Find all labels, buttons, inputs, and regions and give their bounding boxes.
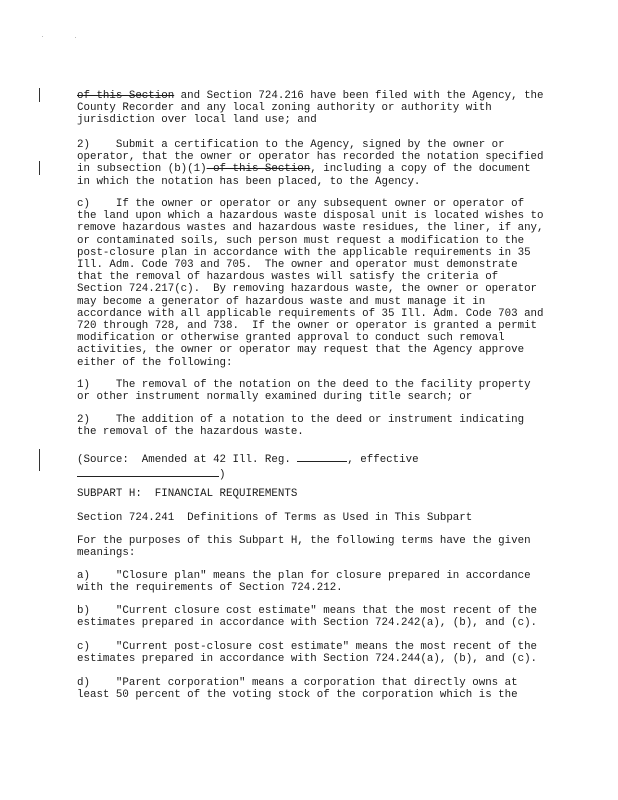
effective-date-blank: [77, 466, 219, 477]
revision-bar: [39, 161, 40, 175]
reg-number-blank: [297, 451, 347, 462]
source-note: (Source: Amended at 42 Ill. Reg. , effective ): [77, 451, 547, 481]
paragraph-item-2b: 2) The addition of a notation to the deed or instrument indicating the removal of the hazardous waste.: [77, 414, 525, 439]
paragraph-continuation: of this Section and Section 724.216 have been filed with the Agency, the County Recorder and any local zoning authority or authority with jurisdiction over local land use; and: [77, 90, 544, 127]
definition-c: c) "Current post-closure cost estimate" means the most recent of the estimates prepared in accordance with Section 724.244(a), (b), and (c).: [77, 641, 538, 666]
paragraph-item-2: 2) Submit a certification to the Agency, signed by the owner or operator, that the owner or operator has recorded the notation specified in subsection (b)(1) of this Section, including a copy of the document in which the notation has been placed, to the Agency.: [77, 139, 544, 188]
scan-speck: [75, 37, 76, 38]
definition-b: b) "Current closure cost estimate" means that the most recent of the estimates prepared in accordance with Section 724.242(a), (b), and (c).: [77, 605, 538, 630]
definition-a: a) "Closure plan" means the plan for closure prepared in accordance with the requirements of Section 724.212.: [77, 570, 531, 595]
paragraph-item-c: c) If the owner or operator or any subsequent owner or operator of the land upon which a hazardous waste disposal unit is located wishes to remove hazardous wastes and hazardous waste residues, the liner, if any, or contaminated soils, such person must request a modification to the post-closure plan in accordance with the applicable requirements in 35 Ill. Adm. Code 703 and 705. The owner and operator must demonstrate that the removal of hazardous wastes will satisfy the criteria of Section 724.217(c). By removing hazardous waste, the owner or operator may become a generator of hazardous waste and must manage it in accordance with all applicable requirements of 35 Ill. Adm. Code 703 and 720 through 728, and 738. If the owner or operator is granted a permit modification or otherwise granted approval to conduct such removal activities, the owner or operator may request that the Agency approve either of the following:: [77, 198, 544, 369]
revision-bar: [39, 88, 40, 102]
intro-paragraph: For the purposes of this Subpart H, the following terms have the given meanings:: [77, 535, 531, 560]
section-heading: Section 724.241 Definitions of Terms as Used in This Subpart: [77, 512, 473, 524]
definition-d: d) "Parent corporation" means a corporation that directly owns at least 50 percent of the voting stock of the corporation which is the: [77, 677, 518, 702]
subpart-heading: SUBPART H: FINANCIAL REQUIREMENTS: [77, 488, 298, 500]
scan-speck: [42, 36, 43, 37]
struck-text: of this Section: [206, 163, 311, 176]
paragraph-item-1: 1) The removal of the notation on the deed to the facility property or other instrument normally examined during title search; or: [77, 379, 531, 404]
struck-text: of this Section: [77, 90, 175, 102]
revision-bar: [39, 449, 40, 471]
